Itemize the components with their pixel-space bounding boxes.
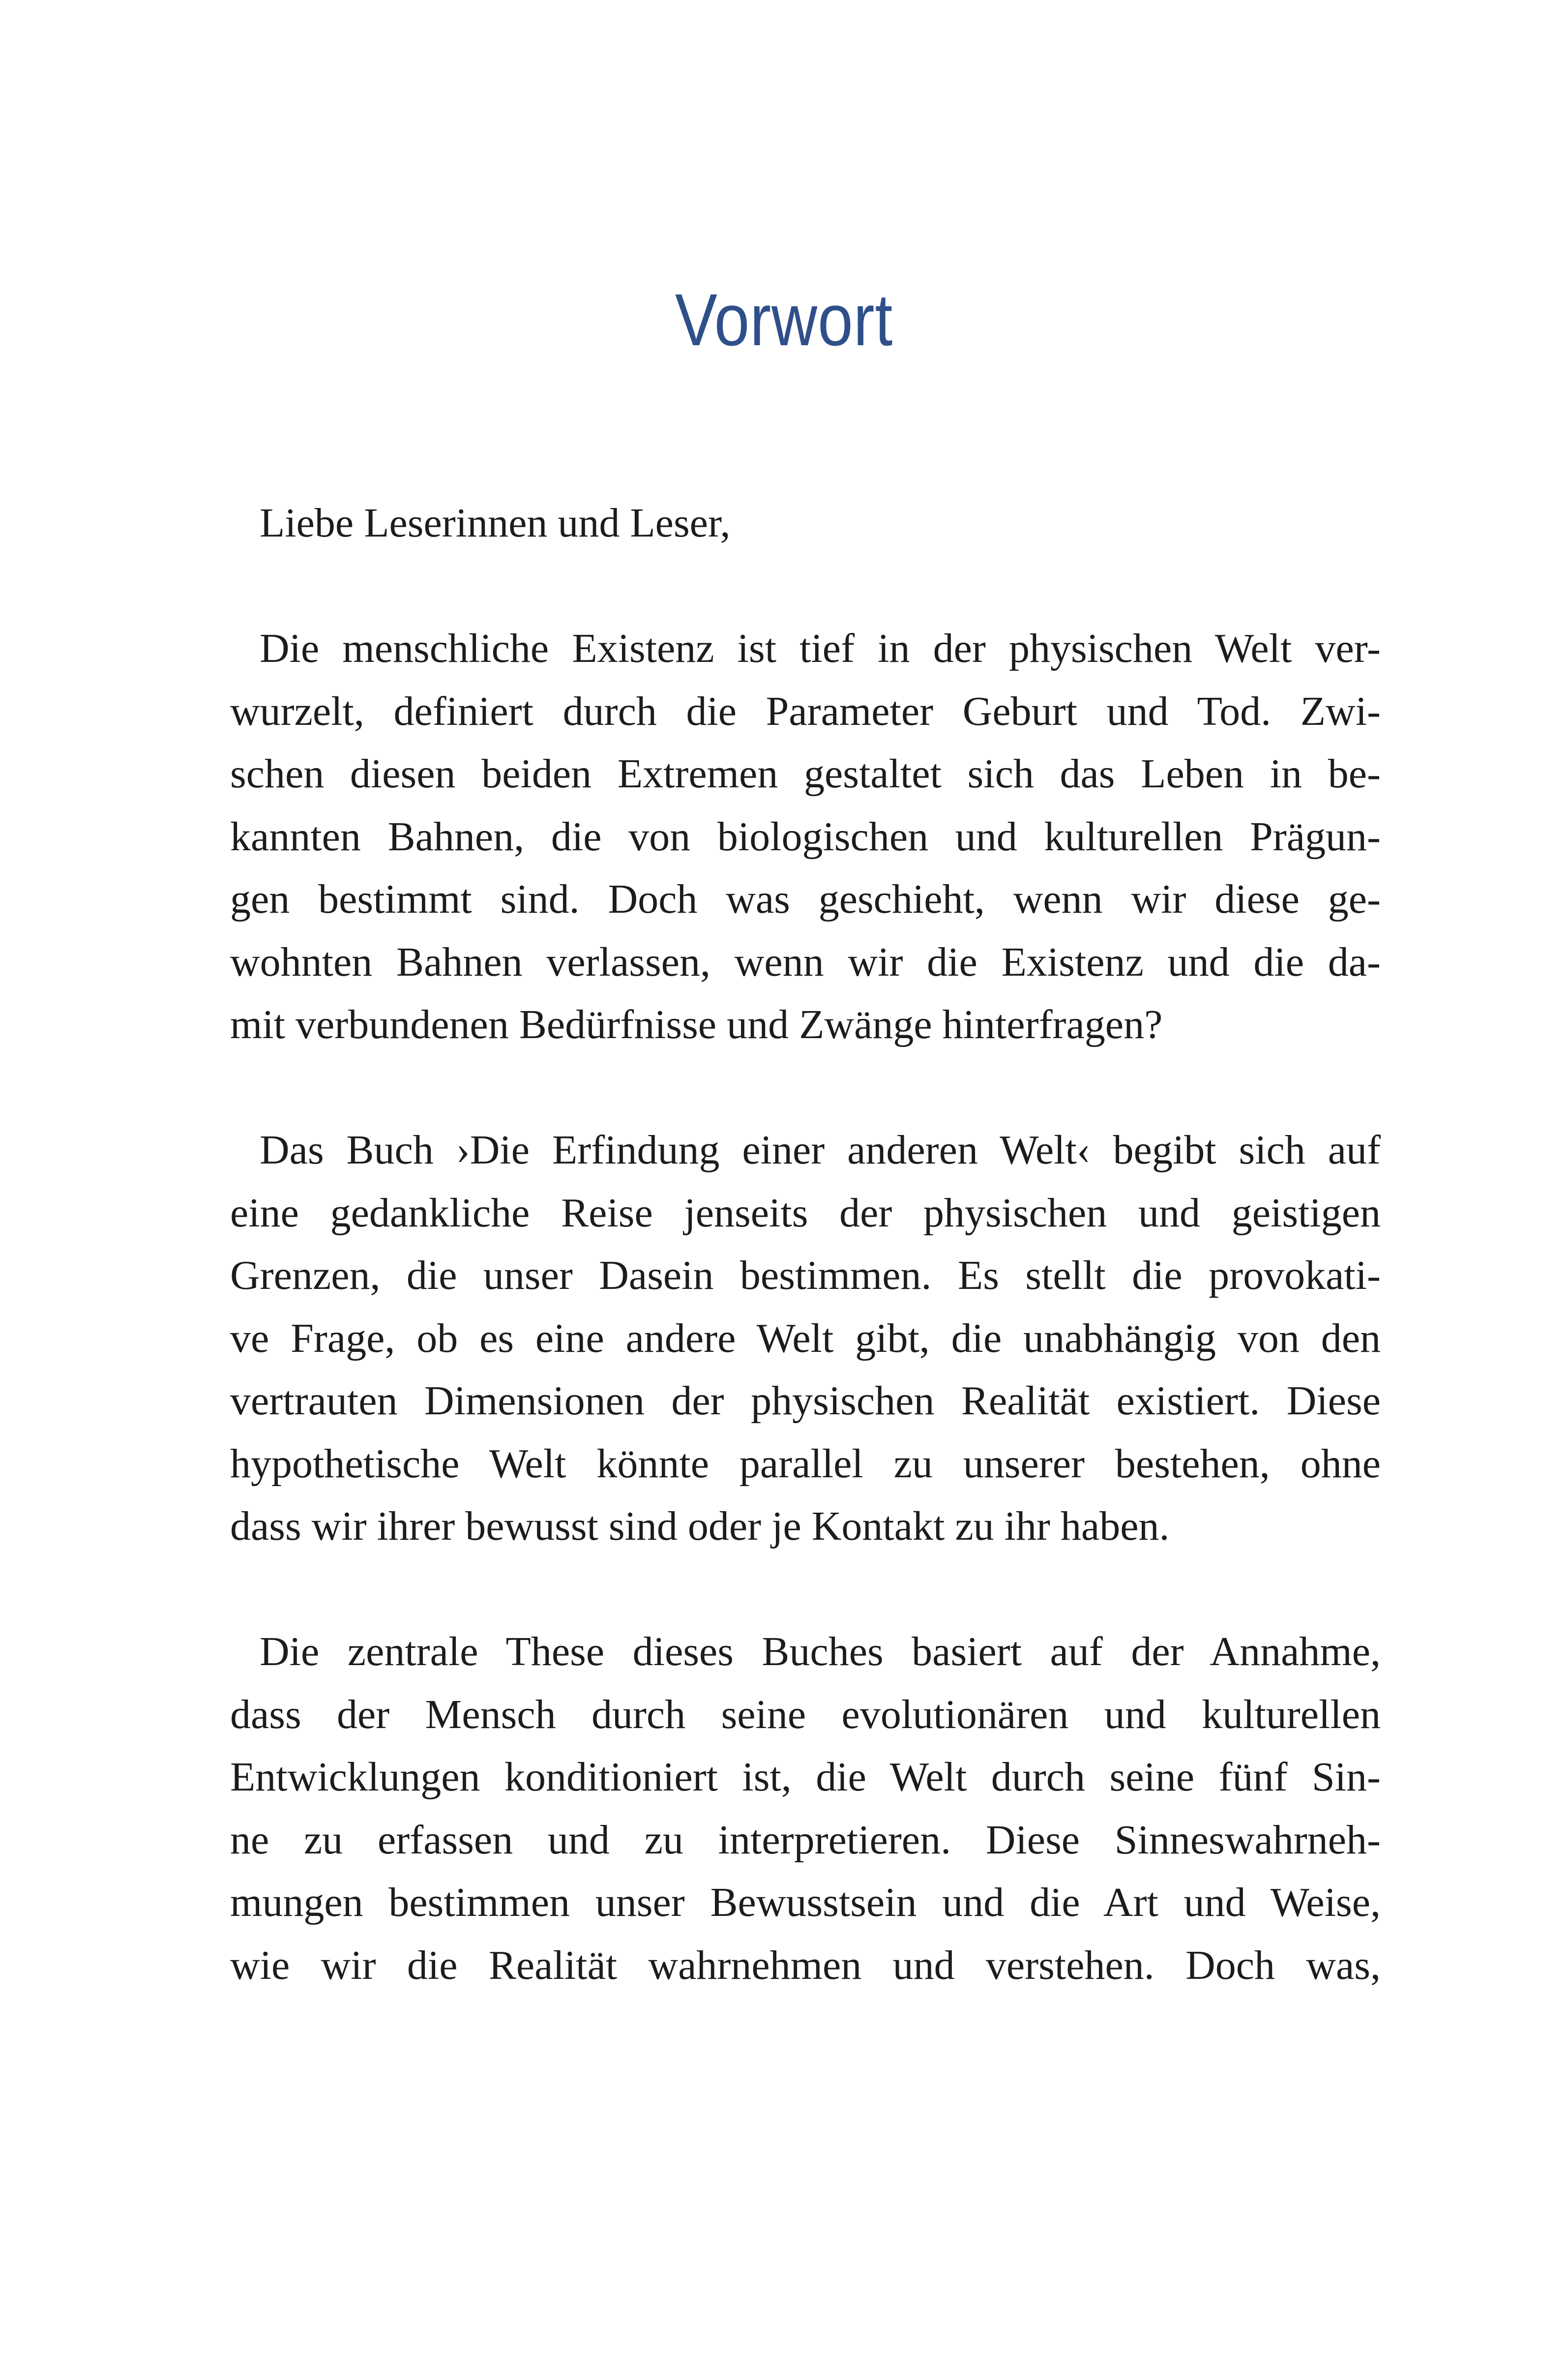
text-line: Die zentrale These dieses Buches basiert auf der Annahme,: [260, 1629, 1381, 1674]
text-line: Liebe Leserinnen und Leser,: [260, 500, 731, 546]
paragraph-salutation: [230, 492, 1381, 555]
text-line: schen diesen beiden Extremen gestaltet sich das Leben in be-: [230, 751, 1381, 797]
text-line: hypothetische Welt könnte parallel zu unserer bestehen, ohne: [230, 1440, 1381, 1487]
body-text: [230, 492, 1381, 1997]
text-line: wurzelt, definiert durch die Parameter Geburt und Tod. Zwi-: [230, 688, 1381, 734]
paragraph-2: [230, 1119, 1381, 1558]
text-line: vertrauten Dimensionen der physischen Realität existiert. Diese: [230, 1378, 1381, 1424]
text-line: wie wir die Realität wahrnehmen und verstehen. Doch was,: [230, 1942, 1381, 1988]
text-line: dass der Mensch durch seine evolutionären und kulturellen: [230, 1691, 1381, 1737]
text-line: eine gedankliche Reise jenseits der physischen und geistigen: [230, 1190, 1381, 1236]
text-line: gen bestimmt sind. Doch was geschieht, wenn wir diese ge-: [230, 876, 1381, 922]
text-line: kannten Bahnen, die von biologischen und kulturellen Prägun-: [230, 813, 1381, 860]
text-line: Grenzen, die unser Dasein bestimmen. Es stellt die provokati-: [230, 1253, 1381, 1298]
text-line: mungen bestimmen unser Bewusstsein und die Art und Weise,: [230, 1880, 1381, 1925]
text-line: mit verbundenen Bedürfnisse und Zwänge hinterfragen?: [230, 1002, 1163, 1047]
text-line: dass wir ihrer bewusst sind oder je Kontakt zu ihr haben.: [230, 1503, 1170, 1549]
paragraph-3: [230, 1620, 1381, 1997]
paragraph-1: [230, 617, 1381, 1056]
text-line: Die menschliche Existenz ist tief in der physischen Welt ver-: [260, 626, 1381, 671]
text-line: ve Frage, ob es eine andere Welt gibt, die unabhängig von den: [230, 1315, 1381, 1361]
text-line: Das Buch ›Die Erfindung einer anderen Welt‹ begibt sich auf: [260, 1127, 1381, 1173]
text-line: Entwicklungen konditioniert ist, die Welt durch seine fünf Sin-: [230, 1754, 1381, 1800]
text-line: ne zu erfassen und zu interpretieren. Diese Sinneswahrneh-: [230, 1817, 1381, 1863]
chapter-title: Vorwort: [675, 278, 893, 361]
text-line: wohnten Bahnen verlassen, wenn wir die Existenz und die da-: [230, 939, 1381, 985]
